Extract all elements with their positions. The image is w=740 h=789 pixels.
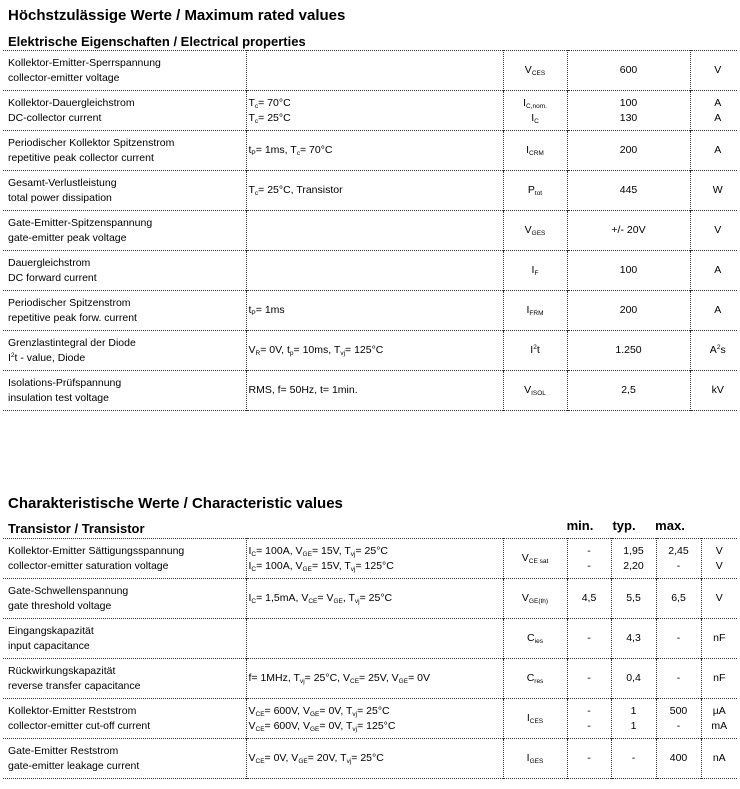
table-row: Periodischer Spitzenstrom repetitive peak forw. current $t_P= 1ms$ $I_{FRM}$ 200 A xyxy=(3,291,737,331)
table-row: Kollektor-Dauergleichstrom DC-collector current $T_c= 70^\circ C$ $T_c= 25^\circ C$ $I_{C,nom.}$ $I_C$ 100 130 A A xyxy=(3,91,737,131)
table-row: Kollektor-Emitter Reststrom collector-emitter cut-off current $V_{CE}= 600V$, $V_{GE}= 0V$, $T_{vj}= 25^\circ C$ $V_{CE}= 600V$, $V_{GE}= 0V$, $T_{vj}= 125^\circ C$ $I_{CES}$ - - 1 1 500 - µA mA xyxy=(3,699,737,739)
table-row: Dauergleichstrom DC forward current $I_F$ 100 A xyxy=(3,251,737,291)
table-row: Grenzlastintegral der Diode $I^2t$ - value, Diode $V_R= 0V$, $t_p= 10ms$, $T_{vj}= 125^\circ C$ $I^2t$ 1.250 $A^2s$ xyxy=(3,331,737,371)
max-rated-table xyxy=(3,50,737,411)
table-row: Rückwirkungskapazität reverse transfer capacitance f= 1MHz, $T_{vj}= 25^\circ C$, $V_{CE}= 25V$, $V_{GE}= 0V$ $C_{res}$ - 0,4 - nF xyxy=(3,659,737,699)
table-row: Kollektor-Emitter-Sperrspannung collector-emitter voltage $V_{CES}$ 600 V xyxy=(3,51,737,91)
col-typ-header: typ. xyxy=(612,518,636,533)
table-row: Eingangskapazität input capacitance $C_{ies}$ - 4,3 - nF xyxy=(3,619,737,659)
col-max-header: max. xyxy=(655,518,685,533)
transistor-subtitle: Transistor / Transistor xyxy=(8,521,145,536)
characteristic-table xyxy=(3,538,737,779)
electrical-properties-subtitle: Elektrische Eigenschaften / Electrical properties xyxy=(8,34,306,49)
table-row: Kollektor-Emitter Sättigungsspannung collector-emitter saturation voltage $I_C= 100A$, $V_{GE}= 15V$, $T_{vj}= 25^\circ C$ $I_C= 100A$, $V_{GE}= 15V$, $T_{vj}= 125^\circ C$ $V_{CE sat}$ - - 1,95 2,20 2,45 - V V xyxy=(3,539,737,579)
characteristic-values-title: Charakteristische Werte / Characteristic values xyxy=(8,495,343,512)
table-row: Periodischer Kollektor Spitzenstrom repetitive peak collector current $t_P= 1ms$, $T_c= 70^\circ C$ $I_{CRM}$ 200 A xyxy=(3,131,737,171)
table-row: Gate-Emitter Reststrom gate-emitter leakage current $V_{CE}= 0V$, $V_{GE}= 20V$, $T_{vj}= 25^\circ C$ $I_{GES}$ - - 400 nA xyxy=(3,739,737,779)
table-row: Isolations-Prüfspannung insulation test voltage RMS, f= 50Hz, t= 1min. $V_{ISOL}$ 2,5 kV xyxy=(3,371,737,411)
table-row: Gate-Emitter-Spitzenspannung gate-emitter peak voltage $V_{GES}$ +/- 20V V xyxy=(3,211,737,251)
table-row: Gesamt-Verlustleistung total power dissipation $T_c= 25^\circ C$, Transistor $P_{tot}$ 445 W xyxy=(3,171,737,211)
table-row: Gate-Schwellenspannung gate threshold voltage $I_C= 1,5mA$, $V_{CE}= V_{GE}$, $T_{vj}= 25^\circ C$ $V_{GE(th)}$ 4,5 5,5 6,5 V xyxy=(3,579,737,619)
max-rated-title: Höchstzulässige Werte / Maximum rated values xyxy=(8,7,346,24)
col-min-header: min. xyxy=(566,518,594,533)
